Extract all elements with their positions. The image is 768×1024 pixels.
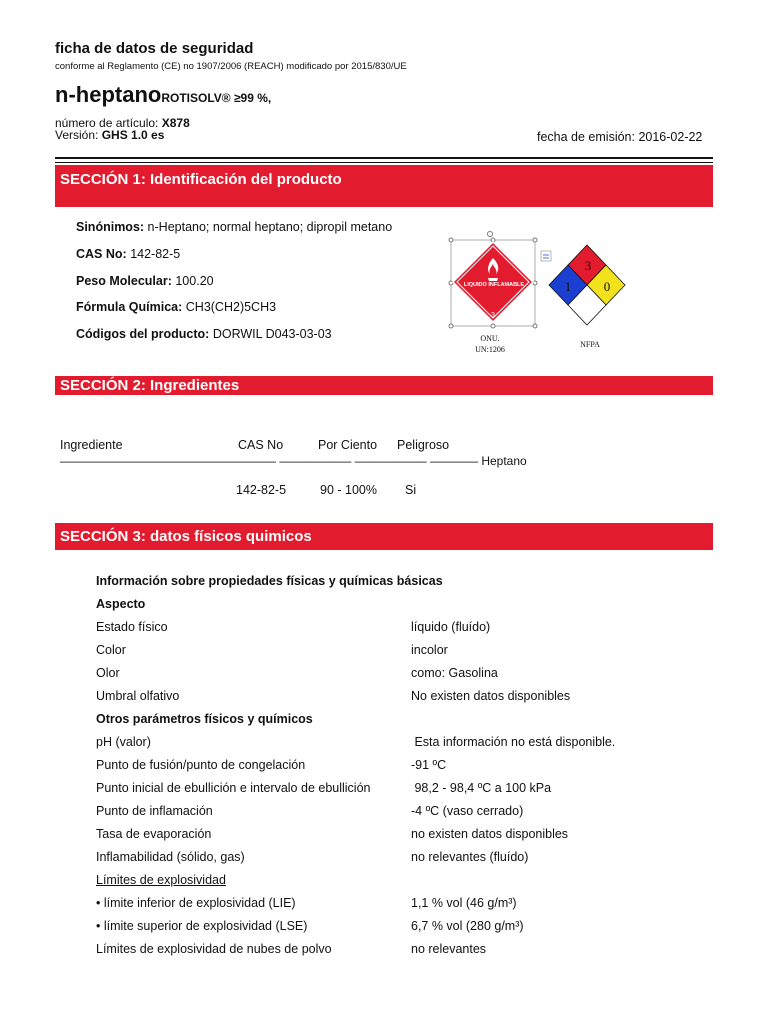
version <box>55 128 164 142</box>
property-label: • límite superior de explosividad (LSE) <box>96 919 308 933</box>
property-value: como: Gasolina <box>411 666 498 680</box>
ingredient-dash-line: —————————————————— —————— —————— ———— Heptano <box>60 454 527 468</box>
document-title: ficha de datos de seguridad <box>55 40 254 57</box>
property-label: Límites de explosividad de nubes de polvo <box>96 942 332 956</box>
property-label: Punto inicial de ebullición e intervalo de ebullición <box>96 781 371 795</box>
property-value: no relevantes <box>411 942 487 956</box>
field-molecular-weight: Peso Molecular: 100.20 <box>76 274 214 288</box>
field-synonyms: Sinónimos: n-Heptano; normal heptano; dipropil metano <box>76 220 393 234</box>
property-value: Esta información no está disponible. <box>411 735 616 749</box>
section1-header: SECCIÓN 1: Identificación del producto <box>55 165 713 207</box>
property-label: Estado físico <box>96 620 168 634</box>
property-label: • límite inferior de explosividad (LIE) <box>96 896 296 910</box>
col-header-cas: CAS No <box>238 438 284 452</box>
product-title <box>55 82 271 108</box>
version-value: GHS 1.0 es <box>101 128 165 142</box>
property-value: incolor <box>411 643 448 657</box>
property-label: Otros parámetros físicos y químicos <box>96 712 313 726</box>
field-product-codes: Códigos del producto: DORWIL D043-03-03 <box>76 327 332 341</box>
property-label: Olor <box>96 666 120 680</box>
nfpa-health-flammability-top: 3 <box>584 258 592 273</box>
property-value: No existen datos disponibles <box>411 689 571 703</box>
nfpa-left-value: 1 <box>564 279 572 294</box>
header-divider <box>55 157 713 159</box>
property-label: Punto de fusión/punto de congelación <box>96 758 306 772</box>
property-value: líquido (fluído) <box>411 620 491 634</box>
col-header-percent: Por Ciento <box>318 438 378 452</box>
property-label: Color <box>96 643 126 657</box>
un-number: UN:1206 <box>475 345 505 354</box>
property-value: no relevantes (fluído) <box>411 850 529 864</box>
property-label: Información sobre propiedades físicas y químicas básicas <box>96 574 443 588</box>
property-label: pH (valor) <box>96 735 151 749</box>
property-value: no existen datos disponibles <box>411 827 569 841</box>
onu-diamond-number: 3 <box>491 312 495 319</box>
regulation-text: conforme al Reglamento (CE) no 1907/2006 (REACH) modificado por 2015/830/UE <box>55 61 407 72</box>
property-label: Límites de explosividad <box>96 873 226 887</box>
nfpa-right-value: 0 <box>603 279 611 294</box>
field-cas: CAS No: 142-82-5 <box>76 247 181 261</box>
product-name: n-heptano <box>55 82 162 107</box>
property-value: 98,2 - 98,4 ºC a 100 kPa <box>411 781 552 795</box>
version-label: Versión: <box>55 128 99 142</box>
header-divider-thin <box>55 162 713 163</box>
property-value: 6,7 % vol (280 g/m³) <box>411 919 524 933</box>
property-value: -4 ºC (vaso cerrado) <box>411 804 524 818</box>
onu-diamond-label: LIQUIDO INFLAMABLE <box>463 282 525 288</box>
nfpa-diamond <box>538 243 638 333</box>
nfpa-caption: NFPA <box>580 340 600 349</box>
product-subtitle: ROTISOLV® ≥99 %, <box>161 91 272 105</box>
property-label: Tasa de evaporación <box>96 827 212 841</box>
property-label: Umbral olfativo <box>96 689 180 703</box>
col-header-ingredient: Ingrediente <box>60 438 123 452</box>
property-value: 1,1 % vol (46 g/m³) <box>411 896 517 910</box>
property-label: Aspecto <box>96 597 146 611</box>
section3-header: SECCIÓN 3: datos físicos quimicos <box>55 523 713 550</box>
section2-header: SECCIÓN 2: Ingredientes <box>55 376 713 395</box>
ingredient-cas: 142-82-5 <box>236 483 287 497</box>
property-label: Inflamabilidad (sólido, gas) <box>96 850 245 864</box>
col-header-hazardous: Peligroso <box>397 438 450 452</box>
article-value: X878 <box>161 116 190 130</box>
property-label: Punto de inflamación <box>96 804 213 818</box>
property-value: -91 ºC <box>411 758 447 772</box>
onu-caption: ONU. <box>480 334 500 343</box>
field-formula: Fórmula Química: CH3(CH2)5CH3 <box>76 300 277 314</box>
ingredient-hazardous: Si <box>405 483 417 497</box>
article-label: número de artículo: <box>55 116 159 130</box>
ingredient-percent: 90 - 100% <box>320 483 377 497</box>
issue-date: fecha de emisión: 2016-02-22 <box>537 130 703 144</box>
